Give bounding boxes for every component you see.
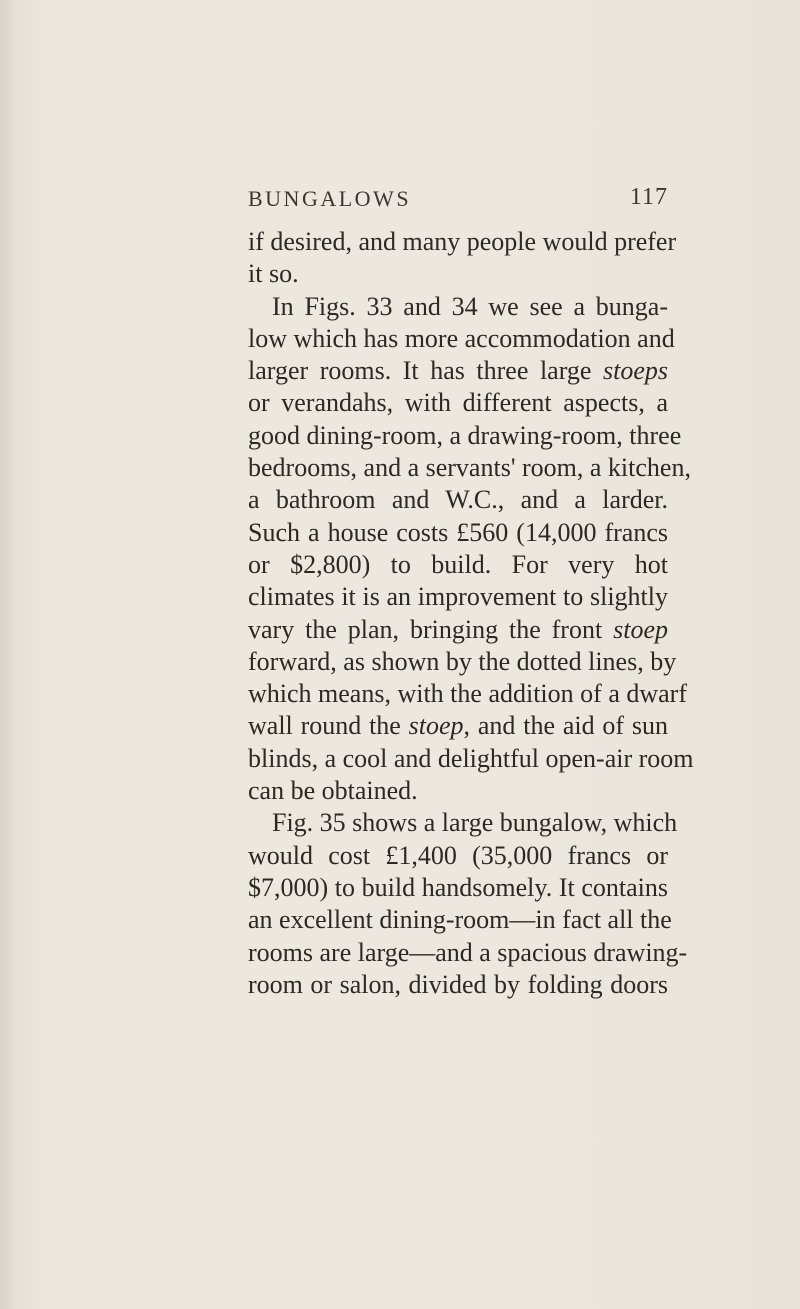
text-line: or verandahs, with different aspects, a (248, 388, 668, 418)
text-line: low which has more accommodation and (248, 323, 675, 353)
text-line: In Figs. 33 and 34 we see a bunga- (272, 291, 668, 321)
line-segment: wall round the (248, 711, 409, 741)
line-segment: vary the plan, bringing the front (248, 614, 614, 644)
line-segment: larger rooms. It has three large (248, 356, 603, 386)
text-line (248, 710, 668, 742)
text-line: room or salon, divided by folding doors (248, 969, 668, 999)
text-line (248, 355, 668, 387)
page-number: 117 (629, 184, 668, 210)
italic-term: stoep (613, 614, 668, 644)
running-head: BUNGALOWS (248, 186, 412, 211)
text-line: a bathroom and W.C., and a larder. (248, 485, 668, 515)
text-line (248, 614, 668, 646)
text-line: or $2,800) to build. For very hot (248, 549, 668, 579)
text-line: would cost £1,400 (35,000 francs or (248, 840, 668, 870)
text-line: forward, as shown by the dotted lines, by (248, 646, 677, 676)
line-segment: , and the aid of sun (463, 711, 669, 741)
text-line: an excellent dining-room—in fact all the (248, 905, 672, 935)
text-line: Such a house costs £560 (14,000 francs (248, 517, 668, 547)
text-line: blinds, a cool and delightful open-air room (248, 743, 694, 773)
text-line: can be obtained. (248, 776, 418, 806)
text-line: good dining-room, a drawing-room, three (248, 420, 682, 450)
text-line: bedrooms, and a servants' room, a kitchen, (248, 453, 691, 483)
text-line: Fig. 35 shows a large bungalow, which (272, 808, 678, 838)
text-line: which means, with the addition of a dwarf (248, 679, 687, 709)
page-header (248, 186, 668, 216)
italic-term: stoep (408, 711, 464, 741)
italic-term: stoeps (603, 356, 668, 386)
text-line: if desired, and many people would prefer (248, 227, 677, 256)
text-line: climates it is an improvement to slightly (248, 582, 668, 612)
text-line: it so. (248, 259, 299, 289)
body-text (248, 226, 694, 1001)
text-line: $7,000) to build handsomely. It contains (248, 872, 668, 902)
text-line: rooms are large—and a spacious drawing- (248, 937, 688, 967)
